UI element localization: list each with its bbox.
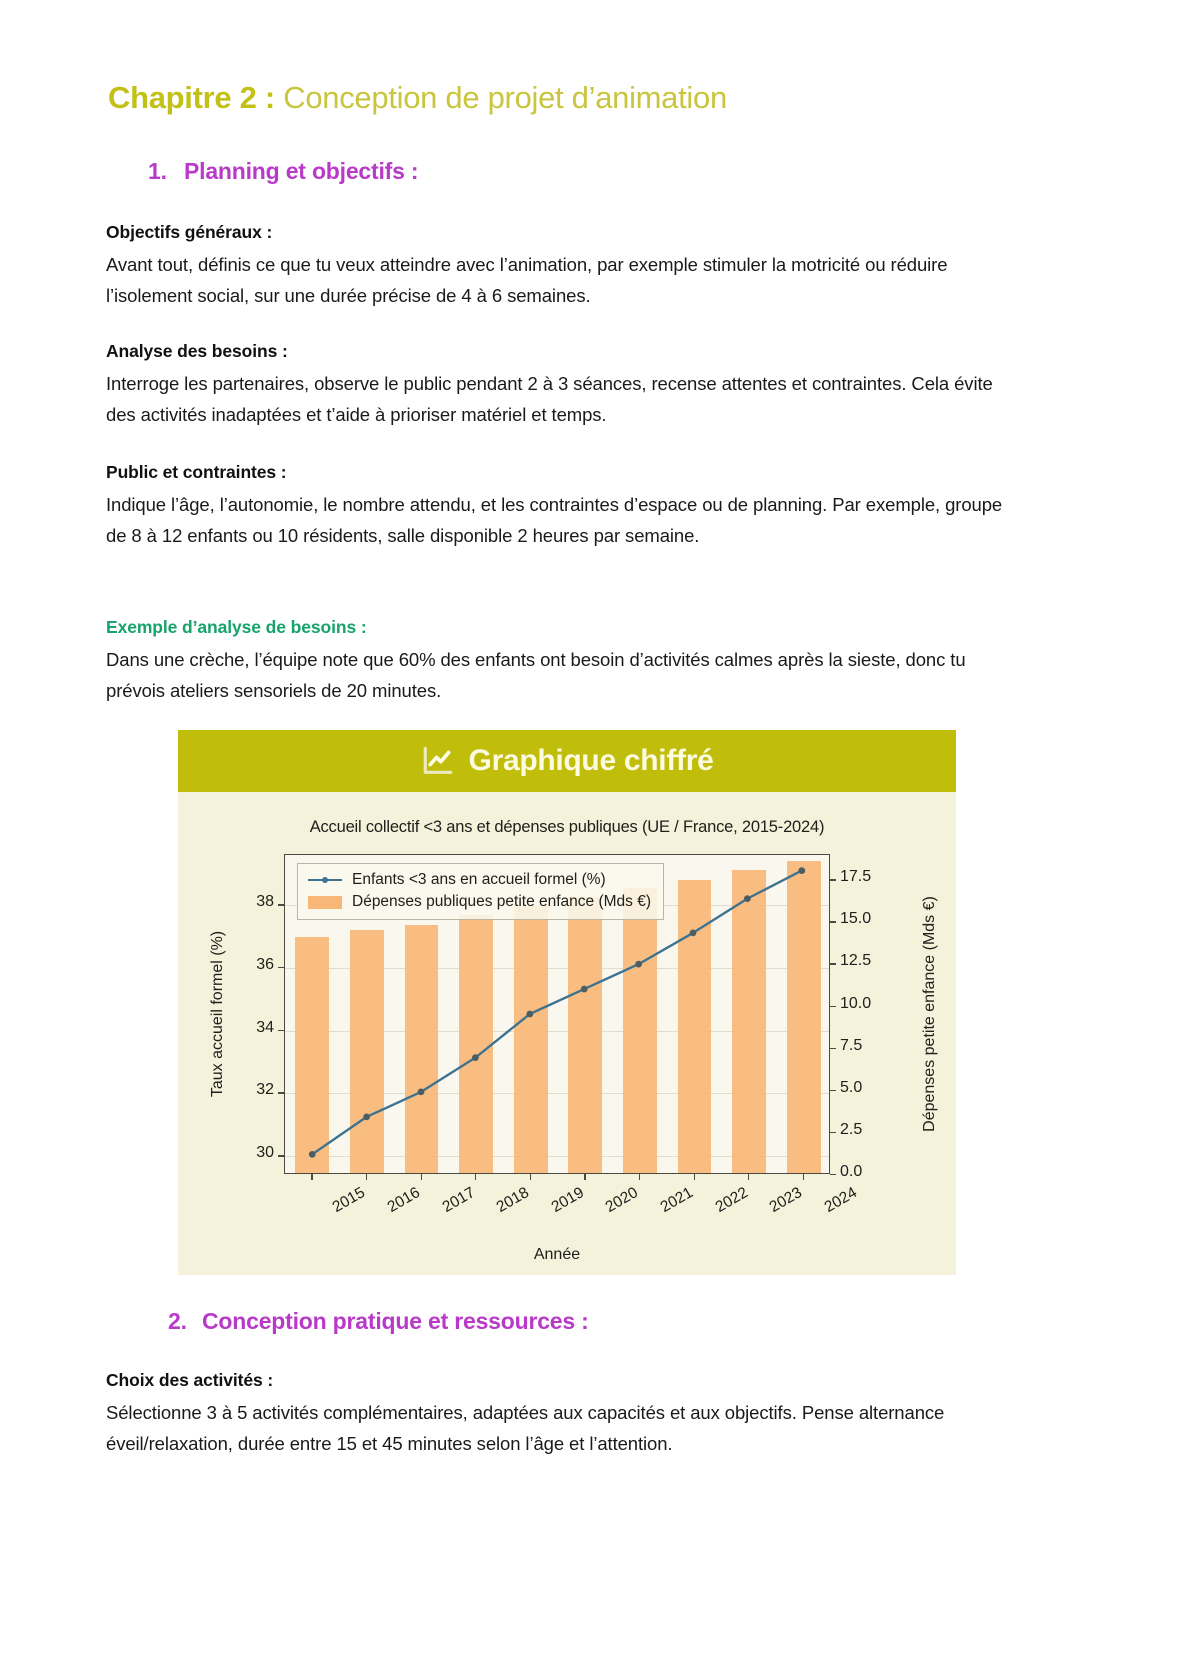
y2-tick-label: 17.5 [840, 868, 872, 886]
x-tick-mark [475, 1174, 476, 1180]
line-marker-2022 [690, 930, 697, 937]
x-tick-mark [748, 1174, 749, 1180]
block-choix-des-activites [106, 1370, 1026, 1459]
y-tick-mark [278, 967, 284, 968]
y-tick-mark [278, 1155, 284, 1156]
line-marker-2015 [309, 1151, 316, 1158]
block-body: Avant tout, définis ce que tu veux atteindre avec l’animation, par exemple stimuler la motricité ou réduire l’isolement social, sur une durée précise de 4 à 6 semaines. [106, 254, 948, 306]
x-tick-mark [530, 1174, 531, 1180]
x-tick-label: 2020 [602, 1184, 642, 1216]
y2-tick-mark [830, 1174, 836, 1175]
x-tick-mark [694, 1174, 695, 1180]
y2-tick-label: 5.0 [840, 1078, 863, 1096]
legend-item-bar [308, 893, 651, 911]
chart-x-axis-label: Année [533, 1246, 581, 1263]
legend-label: Enfants <3 ans en accueil formel (%) [352, 871, 606, 888]
block-heading: Objectifs généraux : [106, 222, 273, 242]
graph-card [178, 730, 956, 1275]
x-tick-label: 2015 [329, 1184, 369, 1216]
line-marker-2019 [526, 1011, 533, 1018]
y-tick-mark [278, 1030, 284, 1031]
y2-tick-label: 0.0 [840, 1163, 863, 1180]
y2-tick-label: 10.0 [840, 994, 872, 1012]
y2-tick-mark [830, 921, 836, 922]
y2-tick-label: 7.5 [840, 1036, 863, 1054]
chart-figure [178, 792, 956, 1275]
chart-title: Accueil collectif <3 ans et dépenses publiques (UE / France, 2015-2024) [309, 818, 825, 836]
block-heading: Public et contraintes : [106, 462, 287, 482]
line-marker-2023 [744, 895, 751, 902]
x-tick-mark [311, 1174, 312, 1180]
block-heading: Analyse des besoins : [106, 341, 288, 361]
legend-item-line [308, 871, 651, 889]
y2-tick-mark [830, 1090, 836, 1091]
block-heading: Exemple d’analyse de besoins : [106, 617, 367, 637]
x-tick-label: 2019 [548, 1184, 587, 1216]
section-number-1: 1. [148, 158, 167, 184]
block-heading: Choix des activités : [106, 1370, 274, 1390]
x-tick-mark [639, 1174, 640, 1180]
line-marker-2024 [798, 867, 805, 874]
block-body: Indique l’âge, l’autonomie, le nombre attendu, et les contraintes d’espace ou de planning. Par exemple, groupe de 8 à 12 enfants ou 10 résidents, salle disponible 2 heures par semaine. [106, 494, 1003, 546]
chapter-title-strong: Chapitre 2 : [108, 80, 275, 115]
block-exemple-analyse [106, 617, 1026, 706]
y2-tick-mark [830, 1006, 836, 1007]
section-title-1: Planning et objectifs : [184, 158, 419, 184]
line-chart-icon [421, 744, 455, 778]
section-number-2: 2. [168, 1308, 187, 1334]
section-title-2: Conception pratique et ressources : [202, 1308, 589, 1334]
block-body: Sélectionne 3 à 5 activités complémentaires, adaptées aux capacités et aux objectifs. Pense alternance éveil/relaxation, durée entre 15 et 45 minutes selon l’âge et l’attention. [106, 1402, 945, 1454]
line-marker-2018 [472, 1054, 479, 1061]
y-tick-mark [278, 904, 284, 905]
legend-line-marker [308, 873, 342, 887]
y2-tick-mark [830, 1048, 836, 1049]
y-tick-label: 30 [256, 1144, 274, 1162]
y2-tick-label: 2.5 [840, 1120, 863, 1138]
line-marker-2016 [363, 1113, 370, 1120]
chapter-title-light: Conception de projet d’animation [283, 80, 727, 115]
line-marker-2020 [581, 986, 588, 993]
x-tick-label: 2016 [384, 1184, 423, 1216]
chapter-title [108, 80, 727, 116]
y-tick-label: 38 [256, 893, 274, 911]
y2-tick-mark [830, 1132, 836, 1133]
y-tick-label: 32 [256, 1081, 274, 1099]
y-tick-label: 34 [256, 1018, 274, 1036]
block-body: Interroge les partenaires, observe le public pendant 2 à 3 séances, recense attentes et contraintes. Cela évite des activités inadaptées et t’aide à prioriser matériel et temps. [106, 373, 993, 425]
graph-card-banner [178, 730, 956, 792]
y-tick-mark [278, 1092, 284, 1093]
graph-card-banner-label: Graphique chiffré [468, 744, 714, 777]
section-heading-2 [168, 1308, 589, 1335]
y2-tick-label: 12.5 [840, 952, 872, 970]
chart-plot-area [284, 854, 830, 1174]
x-tick-mark [421, 1174, 422, 1180]
block-body: Dans une crèche, l’équipe note que 60% des enfants ont besoin d’activités calmes après la sieste, donc tu prévois ateliers sensoriels de 20 minutes. [106, 649, 966, 701]
legend-bar-swatch [308, 896, 342, 909]
chart-y2-axis-label: Dépenses petite enfance (Mds €) [921, 896, 938, 1132]
y2-tick-mark [830, 963, 836, 964]
x-tick-mark [803, 1174, 804, 1180]
block-public-et-contraintes [106, 462, 1026, 551]
x-tick-label: 2017 [439, 1184, 478, 1216]
line-marker-2017 [418, 1089, 425, 1096]
x-tick-label: 2021 [657, 1184, 696, 1216]
x-tick-label: 2022 [712, 1184, 751, 1216]
y2-tick-label: 15.0 [840, 910, 872, 928]
x-tick-label: 2023 [766, 1184, 806, 1216]
block-objectifs-generaux [106, 222, 1026, 311]
line-marker-2021 [635, 961, 642, 968]
y-tick-label: 36 [256, 955, 274, 973]
chart-y-axis-label: Taux accueil formel (%) [209, 930, 226, 1098]
block-analyse-des-besoins [106, 341, 1026, 430]
x-tick-mark [366, 1174, 367, 1180]
chart-legend [297, 863, 664, 920]
y2-tick-mark [830, 879, 836, 880]
legend-label: Dépenses publiques petite enfance (Mds €) [352, 893, 651, 910]
x-tick-mark [584, 1174, 585, 1180]
x-tick-label: 2018 [493, 1184, 533, 1216]
section-heading-1 [148, 158, 418, 185]
x-tick-label: 2024 [821, 1184, 860, 1216]
